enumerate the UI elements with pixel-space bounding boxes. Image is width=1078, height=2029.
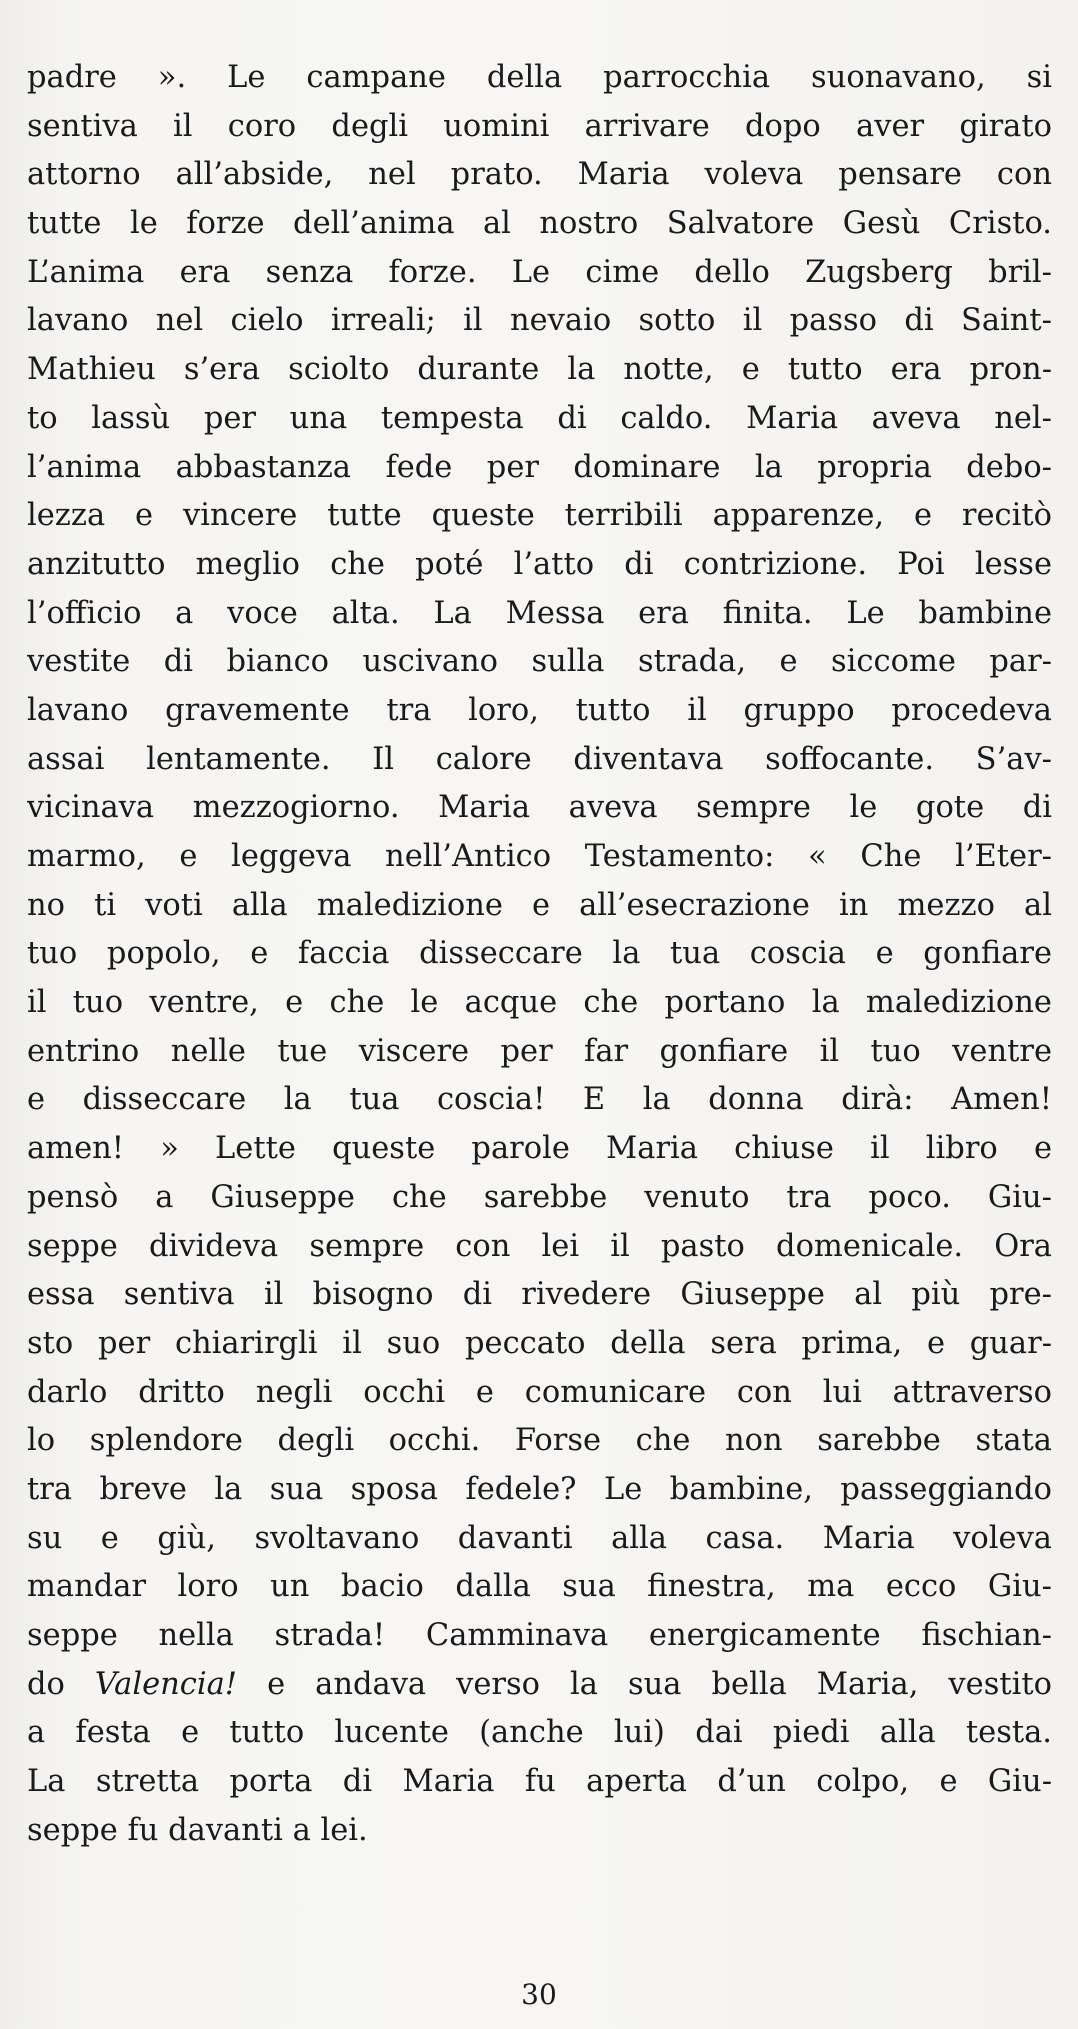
text-line: padre ». Le campane della parrocchia suonavano, si — [27, 60, 1052, 95]
text-line: tuo popolo, e faccia disseccare la tua coscia e gonfiare — [27, 936, 1052, 972]
text-line: Mathieu s’era sciolto durante la notte, e tutto era pron- — [27, 352, 1052, 388]
text-line-last: seppe fu davanti a lei. — [27, 1812, 368, 1848]
text-line: pensò a Giuseppe che sarebbe venuto tra poco. Giu- — [27, 1179, 1052, 1215]
text-line: il tuo ventre, e che le acque che portano la maledizione — [27, 985, 1052, 1021]
text-line: marmo, e leggeva nell’Antico Testamento: « Che l’Eter- — [27, 839, 1052, 874]
text-line: tutte le forze dell’anima al nostro Salvatore Gesù Cristo. — [27, 206, 1052, 242]
text-line-with-italic — [27, 1661, 1052, 1710]
text-line: vicinava mezzogiorno. Maria aveva sempre le gote di — [27, 790, 1052, 826]
text-line: L’anima era senza forze. Le cime dello Zugsberg bril- — [27, 254, 1052, 290]
text-segment: do — [27, 1666, 95, 1702]
body-text — [27, 54, 1052, 1855]
italic-title-valencia: Valencia! — [94, 1666, 238, 1702]
text-line: lavano nel cielo irreali; il nevaio sotto il passo di Saint- — [27, 303, 1052, 339]
page-number: 30 — [521, 1978, 557, 2011]
text-line: seppe divideva sempre con lei il pasto domenicale. Ora — [27, 1228, 1052, 1264]
text-line: su e giù, svoltavano davanti alla casa. Maria voleva — [27, 1520, 1052, 1556]
text-line: assai lentamente. Il calore diventava soffocante. S’av- — [27, 741, 1052, 777]
text-line: La stretta porta di Maria fu aperta d’un colpo, e Giu- — [27, 1764, 1052, 1800]
text-line: amen! » Lette queste parole Maria chiuse il libro e — [27, 1131, 1052, 1167]
text-line: e disseccare la tua coscia! E la donna dirà: Amen! — [27, 1082, 1052, 1118]
text-segment: e andava verso la sua bella Maria, vestito — [237, 1666, 1052, 1702]
text-line: lavano gravemente tra loro, tutto il gruppo procedeva — [27, 692, 1052, 728]
text-line: l’officio a voce alta. La Messa era finita. Le bambine — [27, 595, 1052, 631]
text-line: anzitutto meglio che poté l’atto di contrizione. Poi lesse — [27, 546, 1052, 582]
text-line: sentiva il coro degli uomini arrivare dopo aver girato — [27, 108, 1052, 144]
text-line: darlo dritto negli occhi e comunicare con lui attraverso — [27, 1374, 1052, 1410]
text-line: lo splendore degli occhi. Forse che non sarebbe stata — [27, 1423, 1052, 1459]
text-line: to lassù per una tempesta di caldo. Maria aveva nel- — [27, 400, 1052, 436]
text-line: mandar loro un bacio dalla sua finestra, ma ecco Giu- — [27, 1569, 1052, 1605]
text-line: no ti voti alla maledizione e all’esecrazione in mezzo al — [27, 887, 1052, 923]
text-line: entrino nelle tue viscere per far gonfiare il tuo ventre — [27, 1033, 1052, 1069]
text-line: essa sentiva il bisogno di rivedere Giuseppe al più pre- — [27, 1277, 1052, 1313]
text-line: a festa e tutto lucente (anche lui) dai piedi alla testa. — [27, 1715, 1052, 1751]
text-line: seppe nella strada! Camminava energicamente fischian- — [27, 1618, 1052, 1653]
text-line: vestite di bianco uscivano sulla strada, e siccome par- — [27, 644, 1052, 680]
text-line: sto per chiarirgli il suo peccato della sera prima, e guar- — [27, 1325, 1052, 1361]
text-line: l’anima abbastanza fede per dominare la propria debo- — [27, 449, 1052, 485]
text-line: attorno all’abside, nel prato. Maria voleva pensare con — [27, 157, 1052, 193]
text-line: lezza e vincere tutte queste terribili apparenze, e recitò — [27, 498, 1052, 534]
text-line: tra breve la sua sposa fedele? Le bambine, passeggiando — [27, 1471, 1052, 1507]
